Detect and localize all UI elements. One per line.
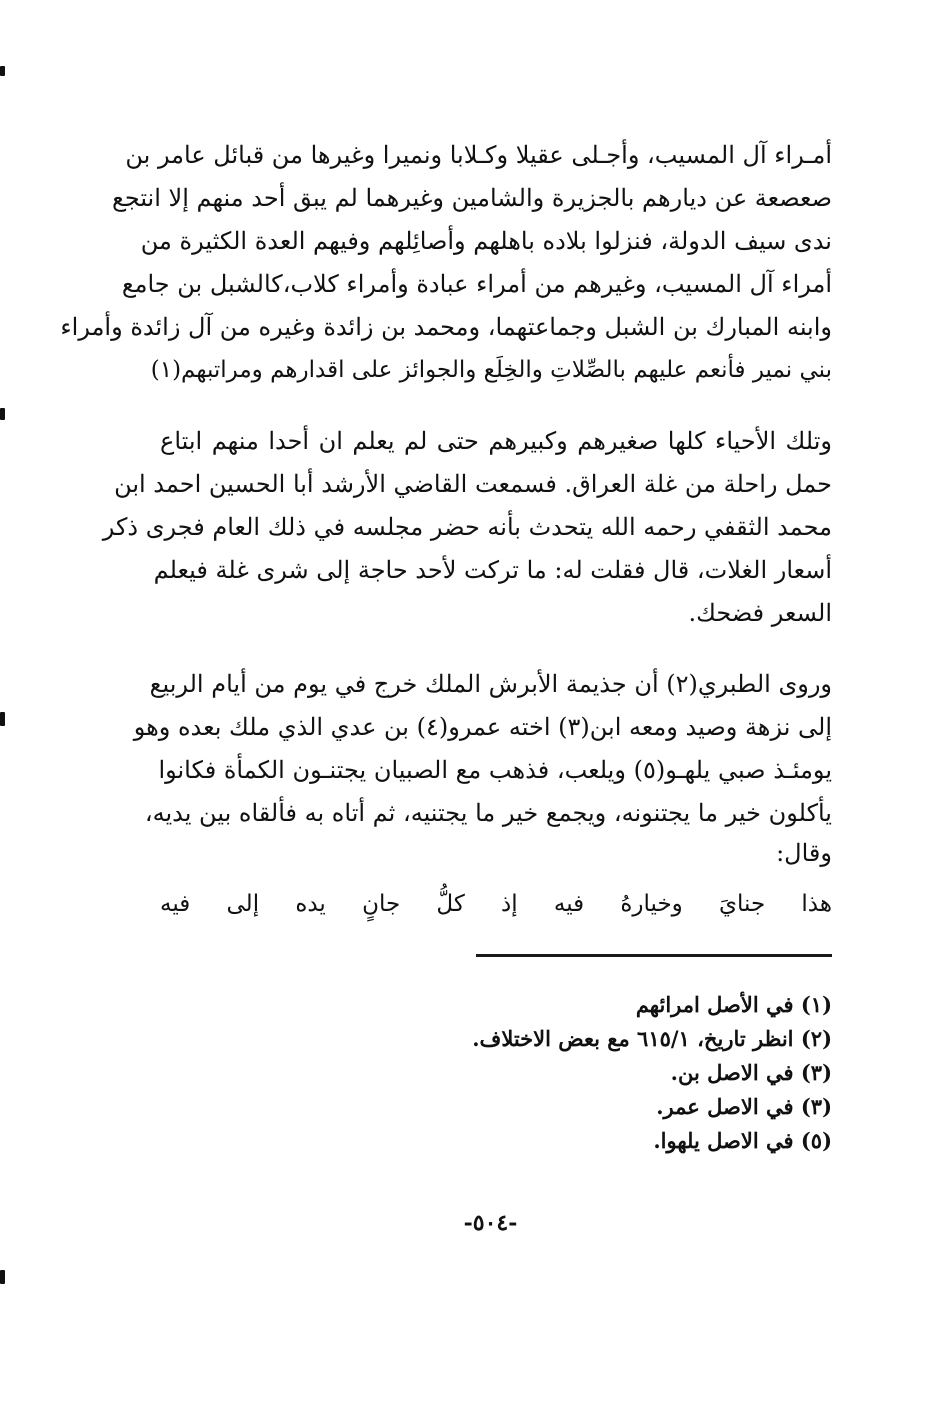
verse-word: جنايَ — [719, 891, 766, 917]
verse-word: هذا — [801, 891, 832, 917]
paragraph-3 — [133, 663, 832, 871]
verse-word: كلُّ — [436, 891, 465, 917]
footnote: (١) في الأصل امرائهم — [635, 992, 832, 1017]
scan-edge-mark — [0, 1270, 5, 1284]
paragraph-line: ندى سيف الدولة، فنزلوا بلاده باهلهم وأصائِلهم وفيهم العدة الكثيرة من — [140, 227, 832, 255]
paragraph-line: وروى الطبري(٢) أن جذيمة الأبرش الملك خرج في يوم من أيام الربيع — [149, 670, 832, 698]
verse-word: جانٍ — [362, 891, 401, 917]
footnote: (٥) في الاصل يلهوا. — [653, 1128, 832, 1153]
scan-edge-mark — [0, 66, 5, 76]
paragraph-line: محمد الثقفي رحمه الله يتحدث بأنه حضر مجلسه في ذلك العام فجرى ذكر — [102, 513, 832, 541]
footnote-divider — [476, 954, 832, 957]
footnote: (٢) انظر تاريخ، ٦١٥/١ مع بعض الاختلاف. — [472, 1026, 832, 1051]
paragraph-line: إلى نزهة وصيد ومعه ابن(٣) اخته عمرو(٤) بن عدي الذي ملك بعده وهو — [133, 713, 832, 741]
paragraph-1 — [60, 134, 832, 392]
paragraph-line: بني نمير فأنعم عليهم بالصِّلاتِ والخِلَع والجوائز على اقدارهم ومراتبهم(١) — [150, 357, 832, 383]
verse-word: فيه — [160, 891, 191, 917]
paragraph-line: السعر فضحك. — [688, 599, 832, 627]
verse-word: فيه — [553, 891, 585, 917]
paragraph-line: وابنه المبارك بن الشبل وجماعتهما، ومحمد بن زائدة وغيره من آل زائدة وأمراء — [60, 313, 832, 341]
scan-edge-mark — [0, 408, 5, 420]
paragraph-line: وتلك الأحياء كلها صغيرهم وكبيرهم حتى لم يعلم ان أحدا منهم ابتاع — [160, 427, 832, 455]
verse-word: وخيارهُ — [620, 891, 683, 917]
paragraph-line: يأكلون خير ما يجتنونه، ويجمع خير ما يجتنيه، ثم أتاه به فألقاه بين يديه، — [144, 799, 832, 827]
paragraph-line: أمـراء آل المسيب، وأجـلى عقيلا وكـلابا ونميرا وغيرها من قبائل عامر بن — [125, 141, 832, 169]
paragraph-line: أسعار الغلات، قال فقلت له: ما تركت لأحد حاجة إلى شرى غلة فيعلم — [153, 556, 832, 584]
footnote: (٣) في الاصل عمر. — [656, 1094, 832, 1119]
paragraph-2 — [102, 420, 832, 635]
paragraph-line: أمراء آل المسيب، وغيرهم من أمراء عبادة وأمراء كلاب،كالشبل بن جامع — [121, 270, 832, 298]
verse-word: يده — [295, 891, 326, 917]
footnote: (٣) في الاصل بن. — [670, 1060, 832, 1085]
paragraph-line: حمل راحلة من غلة العراق. فسمعت القاضي الأرشد أبا الحسين احمد ابن — [114, 470, 832, 498]
footnotes — [232, 988, 832, 1158]
paragraph-line: وقال: — [776, 839, 832, 867]
verse-word: إذ — [501, 891, 518, 917]
paragraph-line: صعصعة عن ديارهم بالجزيرة والشامين وغيرهما لم يبق أحد منهم إلا انتجع — [112, 184, 832, 212]
poetry-verse — [160, 882, 832, 926]
paragraph-line: يومئـذ صبي يلهـو(٥) ويلعب، فذهب مع الصبيان يجتنـون الكمأة فكانوا — [158, 756, 832, 784]
verse-word: إلى — [226, 891, 260, 917]
scan-edge-mark — [0, 712, 5, 726]
page-number: -٥٠٤- — [463, 1210, 518, 1236]
